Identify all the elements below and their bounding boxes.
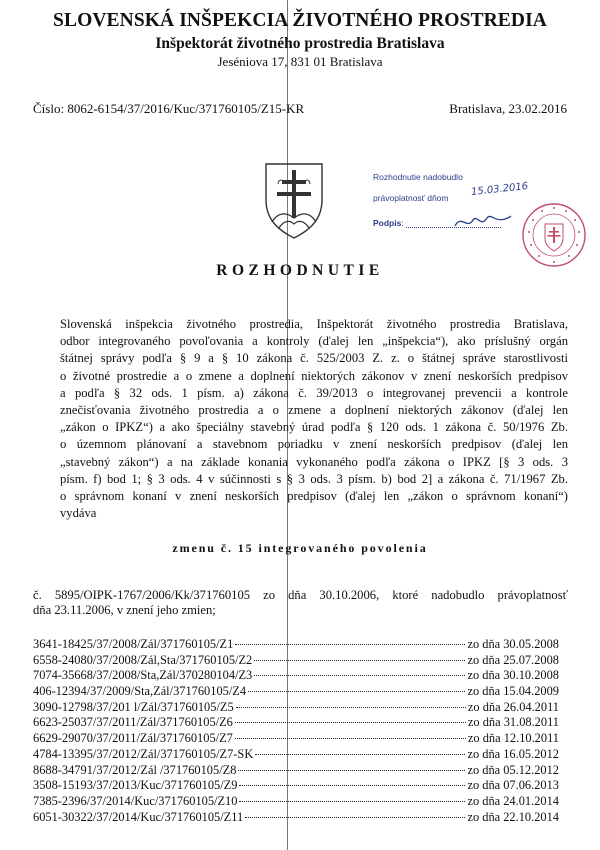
dotted-leader [235,644,465,645]
dotted-leader [254,660,465,661]
reference-line [33,101,567,117]
amendment-date: zo dňa 12.10.2011 [467,731,559,746]
amendment-reference: 8688-34791/37/2012/Zál /371760105/Z8 [33,762,237,777]
amendment-reference: 3641-18425/37/2008/Zál/371760105/Z1 [33,637,234,651]
dotted-leader [255,754,465,755]
preamble-line: Slovenská inšpekcia životného prostredia, Inšpektorát životného prostredia Bratislava, [60,317,568,331]
list-item [33,810,559,826]
amendment-date: zo dňa 25.07.2008 [467,652,559,667]
decision-preamble [60,316,568,522]
preamble-line: o územnom plánovaní a stavebnom poriadku v znení neskorších predpisov (ďalej len [60,437,568,452]
dotted-leader [236,707,466,708]
stamp-line-3-label: Podpis [373,218,402,228]
dotted-leader [254,675,465,676]
list-item [33,700,559,716]
amendment-reference: 3090-12798/37/201 l/Zál/371760105/Z5 [33,699,234,714]
dotted-leader [248,691,465,692]
signature-icon [453,210,513,232]
amendment-date: zo dňa 30.05.2008 [467,637,559,651]
document-title: ROZHODNUTIE [216,262,384,279]
amendment-reference: 6623-25037/37/2011/Zál/371760105/Z6 [33,715,233,730]
amendment-date: zo dňa 31.08.2011 [467,715,559,730]
list-item [33,747,559,763]
permit-line: č. 5895/OIPK-1767/2006/Kk/371760105 zo dňa 30.10.2006, ktoré nadobudlo právoplatnosť [33,588,568,602]
amendment-date: zo dňa 26.04.2011 [467,699,559,714]
list-item [33,653,559,669]
list-item [33,637,559,653]
dotted-leader [239,785,465,786]
list-item [33,684,559,700]
stamp-line-2-label: právoplatnosť dňom [373,193,449,203]
amendment-date: zo dňa 16.05.2012 [467,746,559,761]
amendment-reference: 6558-24080/37/2008/Zál,Sta/371760105/Z2 [33,652,253,667]
amendment-reference: 3508-15193/37/2013/Kuc/371760105/Z9 [33,778,238,793]
dotted-leader [235,738,466,739]
amendment-date: zo dňa 30.10.2008 [467,668,559,683]
amendment-date: zo dňa 05.12.2012 [467,762,559,777]
preamble-line: o správnom konaní v znení neskorších predpisov (ďalej len „zákon o správnom konaní“) [60,489,568,504]
preamble-line: odbor integrovaného povoľovania a kontroly (ďalej len „inšpekcia“), ako príslušný orgán [60,334,568,349]
preamble-line: písm. f) bod 1; § 3 ods. 4 v súčinnosti s § 3 ods. 3 písm. b) bod 2] a zákona č. 71/1967 Zb. [60,471,568,486]
list-item [33,715,559,731]
permit-line: dňa 23.11.2006, v znení jeho zmien; [33,603,216,617]
state-emblem-icon [262,160,326,245]
list-item [33,794,559,810]
preamble-line: „stavebný zákon“) a na základe konania vykonaného podľa zákona o IPKZ [§ 3 ods. 3 [60,454,568,469]
amendment-reference: 7074-35668/37/2008/Sta,Zál/370280104/Z3 [33,668,253,683]
authority-name: SLOVENSKÁ INŠPEKCIA ŽIVOTNÉHO PROSTREDIA [53,10,547,31]
section-heading: zmenu č. 15 integrovaného povolenia [172,541,428,555]
dotted-leader [238,770,465,771]
permit-reference [33,588,568,618]
preamble-line: „zákon o IPKZ“) a ako špeciálny stavebný úrad podľa § 120 ods. 1 zákona č. 50/1976 Zb. [60,420,568,435]
place-and-date: Bratislava, 23.02.2016 [449,101,567,116]
dotted-leader [235,722,466,723]
amendment-date: zo dňa 15.04.2009 [467,684,559,699]
legal-validity-stamp [373,170,588,270]
amendment-reference: 406-12394/37/2009/Sta,Zál/371760105/Z4 [33,684,247,699]
amendments-list [33,637,559,825]
amendment-reference: 4784-13395/37/2012/Zál/371760105/Z7-SK [33,746,254,761]
stamp-line-2 [373,193,448,203]
amendment-date: zo dňa 24.01.2014 [467,793,559,808]
list-item [33,668,559,684]
amendment-date: zo dňa 07.06.2013 [467,778,559,793]
office-address: Jeséniova 17, 831 01 Bratislava [217,54,383,69]
dotted-leader [245,817,465,818]
preamble-line: a podľa § 32 ods. 1 písm. a) zákona č. 39/2013 o integrovanej prevencii a kontrole [60,385,568,400]
stamp-line-3: Podpis: [373,218,501,228]
list-item [33,763,559,779]
preamble-line: o životné prostredie a o zmene a doplnení niektorých zákonov v znení neskorších predpisov [60,368,568,383]
amendment-date: zo dňa 22.10.2014 [467,809,559,824]
preamble-line: vydáva [60,506,97,521]
list-item [33,731,559,747]
amendment-reference: 6051-30322/37/2014/Kuc/371760105/Z11 [33,809,244,824]
stamp-line-1: Rozhodnutie nadobudlo [373,172,463,182]
dotted-leader [239,801,465,802]
amendment-reference: 7385-2396/37/2014/Kuc/371760105/Z10 [33,793,238,808]
list-item [33,778,559,794]
reference-number: Číslo: 8062-6154/37/2016/Kuc/371760105/Z15-KR [33,101,305,116]
office-name: Inšpektorát životného prostredia Bratislava [155,35,445,52]
stamp-handwritten-date: 15.03.2016 [470,181,529,198]
amendment-reference: 6629-29070/37/2011/Zál/371760105/Z7 [33,731,233,746]
preamble-line: znečisťovania životného prostredia a o zmene a doplnení niektorých zákonov (ďalej len [60,403,568,418]
preamble-line: štátnej správy podľa § 9 a § 10 zákona č. 525/2003 Z. z. o štátnej správe starostlivosti [60,351,568,366]
